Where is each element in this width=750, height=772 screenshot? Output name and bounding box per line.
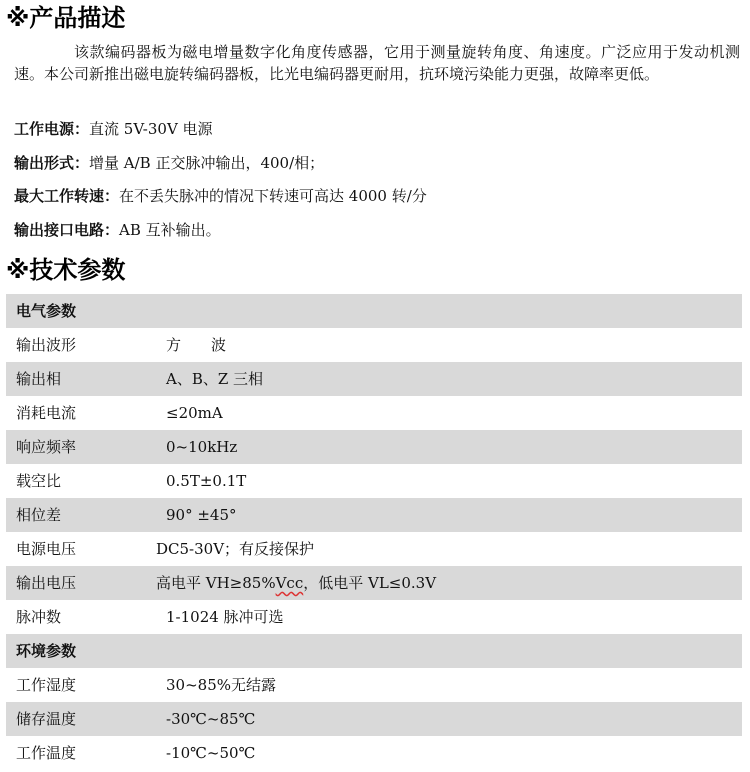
row-value bbox=[156, 573, 436, 593]
output-voltage-low-text: ，低电平 VL≤0.3V bbox=[303, 574, 437, 592]
section-title-product-description: ※产品描述 bbox=[6, 4, 126, 32]
row-key: 电气参数 bbox=[16, 302, 77, 320]
output-voltage-high-text: 高电平 VH≥85% bbox=[156, 574, 276, 592]
spec-label: 输出形式： bbox=[14, 154, 90, 172]
row-value: 0~10kHz bbox=[166, 438, 238, 456]
table-row bbox=[6, 430, 742, 464]
spec-output-interface bbox=[14, 220, 221, 240]
table-row bbox=[6, 668, 742, 702]
row-key: 储存温度 bbox=[16, 710, 77, 728]
row-value: A、B、Z 三相 bbox=[166, 370, 264, 388]
spec-label: 最大工作转速： bbox=[14, 187, 120, 205]
row-key: 环境参数 bbox=[16, 642, 77, 660]
table-row bbox=[6, 736, 742, 770]
row-key: 输出电压 bbox=[16, 574, 77, 592]
row-key: 载空比 bbox=[16, 472, 62, 490]
row-value: 1-1024 脉冲可选 bbox=[166, 608, 284, 626]
table-row-electrical-header bbox=[6, 294, 742, 328]
table-row bbox=[6, 532, 742, 566]
row-key: 脉冲数 bbox=[16, 608, 62, 626]
spec-label: 工作电源： bbox=[14, 120, 90, 138]
spec-label: 输出接口电路： bbox=[14, 221, 120, 239]
section-title-technical-parameters: ※技术参数 bbox=[6, 256, 126, 284]
product-description-paragraph: 该款编码器板为磁电增量数字化角度传感器，它用于测量旋转角度、角速度。广泛应用于发动机测速。本公司新推出磁电旋转编码器板，比光电编码器更耐用，抗环境污染能力更强，故障率更低。 bbox=[14, 43, 740, 83]
row-key: 相位差 bbox=[16, 506, 62, 524]
spec-max-speed bbox=[14, 186, 427, 206]
row-key: 电源电压 bbox=[16, 540, 77, 558]
table-row bbox=[6, 498, 742, 532]
vcc-spellcheck-text: Vcc bbox=[275, 574, 304, 592]
row-key: 输出相 bbox=[16, 370, 62, 388]
row-value: -10℃~50℃ bbox=[166, 744, 256, 762]
row-key: 工作湿度 bbox=[16, 676, 77, 694]
table-row bbox=[6, 566, 742, 600]
row-value: -30℃~85℃ bbox=[166, 710, 256, 728]
row-value: 30~85%无结露 bbox=[166, 676, 276, 694]
technical-parameters-table bbox=[6, 294, 742, 770]
table-row bbox=[6, 396, 742, 430]
row-value: 0.5T±0.1T bbox=[166, 472, 247, 490]
table-row-environment-header bbox=[6, 634, 742, 668]
row-key: 消耗电流 bbox=[16, 404, 77, 422]
row-key: 响应频率 bbox=[16, 438, 77, 456]
spec-value: AB 互补输出。 bbox=[119, 221, 221, 239]
table-row bbox=[6, 702, 742, 736]
table-row bbox=[6, 464, 742, 498]
table-row bbox=[6, 362, 742, 396]
row-value: 方 波 bbox=[166, 336, 227, 354]
row-value: ≤20mA bbox=[166, 404, 223, 422]
spec-value: 直流 5V-30V 电源 bbox=[89, 120, 213, 138]
spec-value: 在不丢失脉冲的情况下转速可高达 4000 转/分 bbox=[119, 187, 427, 205]
table-row bbox=[6, 600, 742, 634]
row-value: 90° ±45° bbox=[166, 506, 237, 524]
row-value: DC5-30V；有反接保护 bbox=[156, 540, 315, 558]
spec-value: 增量 A/B 正交脉冲输出，400/相； bbox=[89, 154, 325, 172]
table-row bbox=[6, 328, 742, 362]
row-key: 输出波形 bbox=[16, 336, 77, 354]
spec-power-supply bbox=[14, 119, 213, 139]
row-key: 工作温度 bbox=[16, 744, 77, 762]
spec-output-form bbox=[14, 153, 324, 173]
